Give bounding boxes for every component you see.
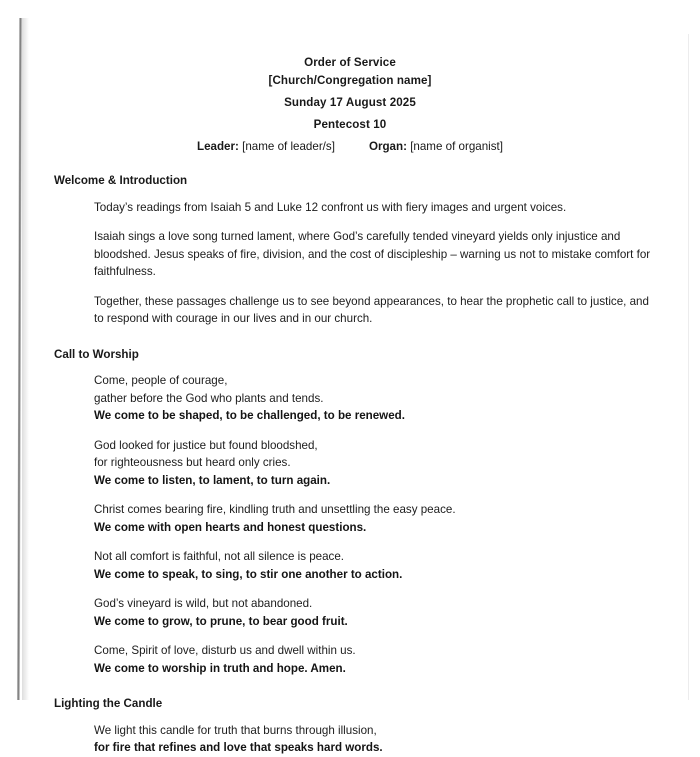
service-header <box>35 54 665 156</box>
organ-credit <box>369 138 503 156</box>
responsive-stanza <box>94 437 656 490</box>
leader-line: Today’s readings from Isaiah 5 and Luke 12 confront us with fiery images and urgent voices. <box>94 200 567 214</box>
organ-value: [name of organist] <box>410 140 503 153</box>
responsive-stanza <box>94 548 656 583</box>
leader-line: We light this candle for truth that burns through illusion, <box>94 723 377 737</box>
service-section <box>0 346 700 678</box>
leader-credit <box>197 138 335 156</box>
leader-line: God’s vineyard is wild, but not abandoned. <box>94 597 313 610</box>
congregation-response-line: We come to be shaped, to be challenged, to be renewed. <box>94 409 405 422</box>
leader-line: Come, people of courage, <box>94 374 228 387</box>
service-credits <box>35 138 665 156</box>
leader-line: God looked for justice but found bloodshed, <box>94 438 318 452</box>
liturgical-day: Pentecost 10 <box>313 117 387 131</box>
congregation-name: [Church/Congregation name] <box>268 73 432 87</box>
leader-label: Leader: <box>197 140 239 153</box>
responsive-stanza <box>94 722 656 757</box>
responsive-stanza <box>94 501 656 536</box>
leader-value: [name of leader/s] <box>242 140 335 153</box>
service-section <box>0 695 700 757</box>
congregation-response-line: We come to grow, to prune, to bear good fruit. <box>94 614 348 628</box>
leader-line: gather before the God who plants and tends. <box>94 391 324 405</box>
congregation-response-line: We come with open hearts and honest questions. <box>94 520 367 534</box>
body-paragraph <box>94 293 656 328</box>
congregation-response-line: We come to worship in truth and hope. Amen. <box>94 661 346 675</box>
leader-line: Isaiah sings a love song turned lament, where God’s carefully tended vineyard yields only injustice and bloodshed. Jesus speaks of fire, division, and the cost of discipleship – warning us not to mistake comfort for faithfulness. <box>94 230 651 278</box>
service-section <box>0 172 700 328</box>
leader-line: Come, Spirit of love, disturb us and dwell within us. <box>94 644 356 657</box>
section-heading: Lighting the Candle <box>54 697 163 710</box>
organ-label: Organ: <box>368 140 407 153</box>
responsive-stanza <box>94 642 656 677</box>
responsive-stanza <box>94 372 656 425</box>
leader-line: Together, these passages challenge us to see beyond appearances, to hear the prophetic call to justice, and to respond with courage in our lives and in our church. <box>94 294 649 325</box>
body-paragraph <box>94 199 656 217</box>
page-top-margin <box>0 0 700 16</box>
page-title: Order of Service <box>304 56 396 69</box>
congregation-response-line: We come to listen, to lament, to turn again. <box>94 473 331 487</box>
leader-line: Christ comes bearing fire, kindling truth and unsettling the easy peace. <box>94 503 456 516</box>
service-date: Sunday 17 August 2025 <box>284 95 416 109</box>
leader-line: Not all comfort is faithful, not all silence is peace. <box>94 550 345 563</box>
responsive-stanza <box>94 595 656 630</box>
section-heading: Call to Worship <box>54 347 139 361</box>
congregation-response-line: We come to speak, to sing, to stir one another to action. <box>94 567 403 581</box>
section-heading: Welcome & Introduction <box>54 174 188 187</box>
leader-line: for righteousness but heard only cries. <box>94 456 291 469</box>
body-paragraph <box>94 228 656 281</box>
congregation-response-line: for fire that refines and love that speaks hard words. <box>94 741 383 754</box>
service-body <box>0 172 700 757</box>
